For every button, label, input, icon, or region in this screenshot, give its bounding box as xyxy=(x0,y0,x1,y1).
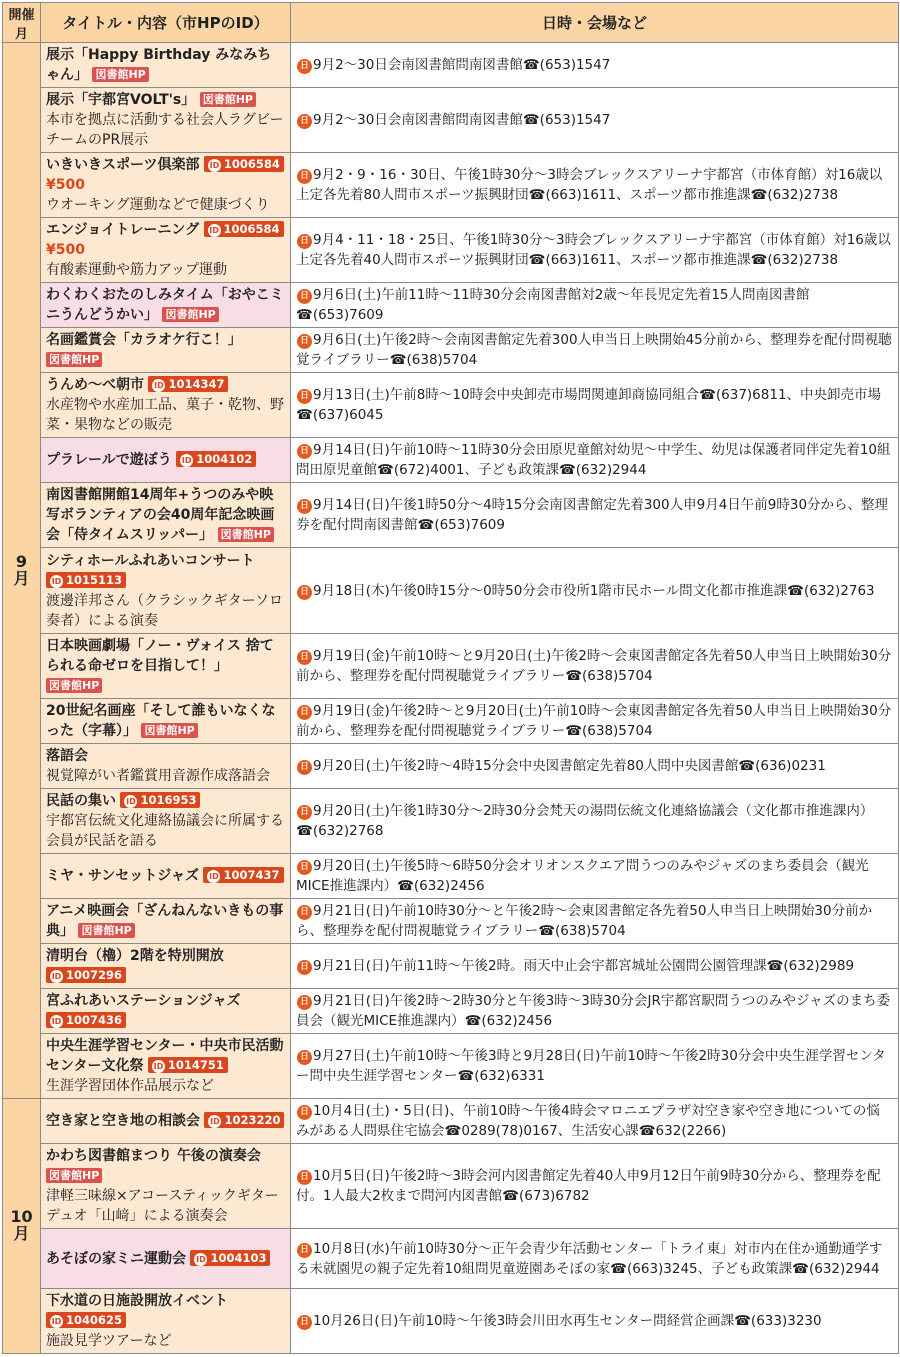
event-detail: 9月18日(木)午後0時15分～0時50分会市役所1階市民ホール問文化都市推進課☎(632)2763 xyxy=(313,582,875,599)
table-row xyxy=(3,1034,899,1099)
date-marker-icon: 日 xyxy=(297,650,312,665)
date-marker-icon: 日 xyxy=(297,59,312,74)
id-icon: ID xyxy=(51,576,62,586)
date-marker-icon: 日 xyxy=(297,905,312,920)
city-hp-id-badge[interactable] xyxy=(120,792,200,808)
event-detail: 9月2～30日会南図書館問南図書館☎(653)1547 xyxy=(313,112,611,128)
table-row xyxy=(3,483,899,548)
event-description: 本市を拠点に活動する社会人ラグビーチームのPR展示 xyxy=(46,112,284,148)
title-column-header: タイトル・内容（市HPのID） xyxy=(41,3,291,43)
event-detail: 9月20日(土)午後2時～4時15分会中央図書館定先着80人問中央図書館☎(636)0231 xyxy=(313,758,826,774)
event-detail-cell xyxy=(291,1034,899,1099)
city-hp-id: 1007437 xyxy=(223,868,280,882)
table-row xyxy=(3,283,899,328)
event-title-cell xyxy=(41,43,291,88)
event-detail: 9月19日(金)午後2時～と9月20日(土)午前10時～会東図書館定各先着50人申当日上映開始30分前から、整理券を配付問視聴覚ライブラリー☎(638)5704 xyxy=(296,703,892,739)
id-icon: ID xyxy=(126,797,136,806)
event-title-cell xyxy=(41,153,291,218)
event-title: 南図書館開館14周年+うつのみや映写ボランティアの会40周年記念映画会「侍タイムスリッパー」 xyxy=(46,487,275,543)
library-hp-badge[interactable]: 図書館HP xyxy=(141,723,197,738)
event-rows xyxy=(3,43,899,1354)
fee-amount: ¥500 xyxy=(46,242,85,258)
event-title: あそぼの家ミニ運動会 xyxy=(46,1250,186,1267)
event-title-cell xyxy=(41,1144,291,1229)
event-description: 水産物や水産加工品、菓子・乾物、野菜・果物などの販売 xyxy=(46,397,284,433)
event-title-cell xyxy=(41,328,291,373)
id-icon: ID xyxy=(51,972,62,981)
event-description: 視覚障がい者鑑賞用音源作成落語会 xyxy=(46,768,270,784)
event-detail: 9月6日(土)午前11時～11時30分会南図書館対2歳～年長児定先着15人問南図書館☎(653)7609 xyxy=(296,287,810,323)
date-marker-icon: 日 xyxy=(297,995,312,1010)
event-detail: 9月20日(土)午後1時30分～2時30分会梵天の湯問伝統文化連絡協議会（文化都市推進課内）☎(632)2768 xyxy=(296,803,874,839)
city-hp-id-badge[interactable] xyxy=(148,1057,228,1073)
id-icon: ID xyxy=(51,1017,62,1026)
library-hp-badge[interactable]: 図書館HP xyxy=(162,307,218,322)
event-title-cell xyxy=(41,899,291,944)
event-description: 有酸素運動や筋力アップ運動 xyxy=(46,262,228,278)
event-title-cell xyxy=(41,88,291,153)
table-row xyxy=(3,854,899,899)
event-title-cell xyxy=(41,283,291,328)
event-detail: 10月8日(水)午前10時30分～正午会青少年活動センター「トライ東」対市内在住か通勤通学する未就園児の親子定先着10組問児童遊園あそぼの家☎(663)3245、子ども政策課☎(632)2944 xyxy=(296,1240,883,1277)
event-detail-cell xyxy=(291,1099,899,1144)
id-icon: ID xyxy=(181,456,192,465)
date-marker-icon: 日 xyxy=(297,234,312,249)
table-row xyxy=(3,43,899,88)
event-title: 20世紀名画座「そして誰もいなくなった（字幕）」 xyxy=(46,703,276,739)
library-hp-badge[interactable]: 図書館HP xyxy=(218,527,274,542)
event-title: アニメ映画会「ざんねんないきもの事典」 xyxy=(46,903,284,939)
event-title-cell xyxy=(41,1034,291,1099)
event-detail: 9月6日(土)午後2時～会南図書館定先着300人申当日上映開始45分前から、整理券を配付問視聴覚ライブラリー☎(638)5704 xyxy=(296,332,892,368)
city-hp-id-badge[interactable] xyxy=(46,1012,126,1028)
table-row xyxy=(3,373,899,438)
event-detail: 9月27日(土)午前10時～午後3時と9月28日(日)午前10時～午後2時30分会中央生涯学習センター問中央生涯学習センター☎(632)6331 xyxy=(296,1048,886,1084)
table-row xyxy=(3,1289,899,1354)
date-marker-icon: 日 xyxy=(297,289,312,304)
city-hp-id-badge[interactable] xyxy=(46,1312,126,1328)
month-label xyxy=(3,43,41,1099)
event-title-cell xyxy=(41,854,291,899)
library-hp-badge[interactable]: 図書館HP xyxy=(46,1168,102,1183)
event-title: 空き家と空き地の相談会 xyxy=(46,1113,200,1129)
library-hp-badge[interactable]: 図書館HP xyxy=(200,92,256,107)
event-detail: 10月5日(日)午後2時～3時会河内図書館定先着40人申9月12日午前9時30分から、整理券を配付。1人最大2枚まで問河内図書館☎(673)6782 xyxy=(296,1168,881,1204)
event-detail-cell xyxy=(291,153,899,218)
event-detail-cell xyxy=(291,944,899,989)
date-marker-icon: 日 xyxy=(297,585,312,600)
event-detail: 9月14日(日)午後1時50分～4時15分会南図書館定先着300人申9月4日午前9時30分から、整理券を配付問南図書館☎(653)7609 xyxy=(296,497,889,533)
month-glyph: 10 xyxy=(10,1207,33,1227)
month-glyph: 月 xyxy=(13,1224,30,1243)
event-title-cell xyxy=(41,218,291,283)
event-title: わくわくおたのしみタイム「おやこミニうんどうかい」 xyxy=(46,287,284,323)
date-marker-icon: 日 xyxy=(297,334,312,349)
event-detail: 9月14日(日)午前10時～11時30分会田原児童館対幼児～中学生、幼児は保護者同伴定先着10組問田原児童館☎(672)4001、子ども政策課☎(632)2944 xyxy=(296,442,891,478)
event-detail-cell xyxy=(291,854,899,899)
event-detail: 10月4日(土)・5日(日)、午前10時～午後4時会マロニエプラザ対空き家や空き地についての悩みがある人問県住宅協会☎0289(78)0167、生活安心課☎632(2266) xyxy=(296,1103,880,1139)
event-title: 清明台（櫓）2階を特別開放 xyxy=(46,948,224,964)
table-row xyxy=(3,989,899,1034)
event-title-cell xyxy=(41,1099,291,1144)
event-title: 宮ふれあいステーションジャズ xyxy=(46,993,241,1009)
table-row xyxy=(3,744,899,789)
date-marker-icon: 日 xyxy=(297,960,312,975)
event-detail: 9月19日(金)午前10時～と9月20日(土)午後2時～会東図書館定各先着50人申当日上映開始30分前から、整理券を配付問視聴覚ライブラリー☎(638)5704 xyxy=(296,648,892,684)
month-text xyxy=(9,551,34,588)
date-marker-icon: 日 xyxy=(297,169,312,184)
city-hp-id: 1015113 xyxy=(66,572,123,587)
date-marker-icon: 日 xyxy=(297,1050,312,1065)
month-glyph: 9 xyxy=(15,551,28,571)
id-icon: ID xyxy=(209,872,219,881)
table-row xyxy=(3,1144,899,1229)
event-detail-cell xyxy=(291,483,899,548)
city-hp-id: 1040625 xyxy=(66,1313,123,1327)
event-title: 落語会 xyxy=(46,748,88,764)
date-marker-icon: 日 xyxy=(297,705,312,720)
event-detail-cell xyxy=(291,43,899,88)
fee-amount: ¥500 xyxy=(46,177,85,193)
event-title-cell xyxy=(41,483,291,548)
city-hp-id: 1007296 xyxy=(66,968,123,982)
table-row xyxy=(3,789,899,854)
event-title-cell xyxy=(41,438,291,483)
event-title: 展示「Happy Birthday みなみちゃん」 xyxy=(46,47,272,83)
event-title-cell xyxy=(41,1229,291,1289)
city-hp-id: 1004103 xyxy=(210,1250,267,1265)
city-hp-id: 1023220 xyxy=(224,1113,281,1127)
city-hp-id-badge[interactable] xyxy=(176,451,256,467)
city-hp-id: 1006584 xyxy=(223,157,280,171)
date-marker-icon: 日 xyxy=(297,1170,312,1185)
event-detail: 9月4・11・18・25日、午後1時30分～3時会ブレックスアリーナ宇都宮（市体育館）対16歳以上定各先着40人問市スポーツ振興財団☎(663)1611、スポーツ都市推進課☎(632)2738 xyxy=(296,232,891,268)
city-hp-id-badge[interactable] xyxy=(204,1112,284,1128)
event-detail-cell xyxy=(291,899,899,944)
event-detail: 9月21日(日)午前11時～午後2時。雨天中止会宇都宮城址公園問公園管理課☎(632)2989 xyxy=(313,958,855,974)
event-detail: 9月21日(日)午後2時～2時30分と午後3時～3時30分会JR宇都宮駅問うつのみやジャズのまち委員会（観光MICE推進課内）☎(632)2456 xyxy=(296,993,891,1029)
event-title-cell xyxy=(41,789,291,854)
id-icon: ID xyxy=(196,1254,206,1264)
id-icon: ID xyxy=(154,381,164,390)
event-title: エンジョイトレーニング xyxy=(46,222,200,238)
table-row xyxy=(3,1099,899,1144)
date-marker-icon: 日 xyxy=(297,389,312,404)
city-hp-id-badge[interactable] xyxy=(190,1250,270,1266)
event-detail-cell xyxy=(291,438,899,483)
event-description: 生涯学習団体作品展示など xyxy=(46,1078,214,1094)
event-detail: 9月20日(土)午後5時～6時50分会オリオンスクエア問うつのみやジャズのまち委員会（観光MICE推進課内）☎(632)2456 xyxy=(296,858,869,894)
table-row xyxy=(3,153,899,218)
city-hp-id-badge[interactable] xyxy=(148,376,228,392)
event-title-cell xyxy=(41,944,291,989)
event-title: 展示「宇都宮VOLT's」 xyxy=(46,92,196,108)
event-title: かわち図書館まつり 午後の演奏会 xyxy=(46,1148,261,1164)
event-detail: 9月2・9・16・30日、午後1時30分～3時会ブレックスアリーナ宇都宮（市体育館）対16歳以上定各先着80人問市スポーツ振興財団☎(663)1611、スポーツ都市推進課☎(632)2738 xyxy=(296,167,883,203)
event-detail-cell xyxy=(291,218,899,283)
event-detail: 10月26日(日)午前10時～午後3時会川田水再生センター問経営企画課☎(633)3230 xyxy=(313,1313,822,1329)
event-detail: 9月21日(日)午前10時30分～と午後2時～会東図書館定各先着50人申当日上映開始30分前から、整理券を配付問視聴覚ライブラリー☎(638)5704 xyxy=(296,903,873,939)
date-marker-icon: 日 xyxy=(297,1315,312,1330)
event-title-cell xyxy=(41,1289,291,1354)
detail-column-header: 日時・会場など xyxy=(291,3,899,43)
date-marker-icon: 日 xyxy=(297,499,312,514)
city-hp-id: 1007436 xyxy=(66,1013,123,1027)
id-icon: ID xyxy=(153,1062,164,1071)
city-hp-id-badge[interactable] xyxy=(204,156,284,172)
event-title: ミヤ・サンセットジャズ xyxy=(46,868,200,884)
event-description: 津軽三味線×アコースティックギターデュオ「山﨑」による演奏会 xyxy=(46,1188,279,1224)
library-hp-badge[interactable]: 図書館HP xyxy=(78,923,134,938)
table-row xyxy=(3,328,899,373)
month-label xyxy=(3,1099,41,1354)
city-hp-id: 1014347 xyxy=(168,377,225,391)
table-row xyxy=(3,944,899,989)
event-table xyxy=(2,2,899,1354)
event-detail-cell xyxy=(291,283,899,328)
library-hp-badge[interactable]: 図書館HP xyxy=(46,352,102,367)
date-marker-icon: 日 xyxy=(297,444,312,459)
event-detail-cell xyxy=(291,744,899,789)
city-hp-id-badge[interactable] xyxy=(46,967,126,983)
city-hp-id-badge[interactable] xyxy=(204,221,284,237)
event-detail-cell xyxy=(291,1229,899,1289)
city-hp-id: 1014751 xyxy=(167,1058,224,1072)
table-row xyxy=(3,899,899,944)
city-hp-id: 1006584 xyxy=(223,222,280,236)
table-row xyxy=(3,218,899,283)
table-row xyxy=(3,699,899,744)
library-hp-badge[interactable]: 図書館HP xyxy=(46,678,102,693)
event-title: 名画鑑賞会「カラオケ行こ！」 xyxy=(46,332,242,348)
event-description: 宇都宮伝統文化連絡協議会に所属する会員が民話を語る xyxy=(46,813,284,849)
event-detail-cell xyxy=(291,789,899,854)
event-title: 民話の集い xyxy=(46,793,116,809)
event-title: プラレールで遊ぼう xyxy=(46,452,172,468)
event-detail-cell xyxy=(291,1289,899,1354)
event-detail: 9月2～30日会南図書館問南図書館☎(653)1547 xyxy=(313,57,611,73)
table-row xyxy=(3,1229,899,1289)
event-title: 日本映画劇場「ノー・ヴォイス 捨てられる命ゼロを目指して！」 xyxy=(46,638,274,674)
id-icon: ID xyxy=(210,1117,220,1126)
library-hp-badge[interactable]: 図書館HP xyxy=(92,67,148,82)
city-hp-id-badge[interactable] xyxy=(203,867,283,883)
date-marker-icon: 日 xyxy=(297,1243,312,1258)
month-column-header: 開催月 xyxy=(3,3,41,43)
event-title: いきいきスポーツ倶楽部 xyxy=(46,157,200,173)
date-marker-icon: 日 xyxy=(297,1105,312,1120)
event-description: 渡邊洋邦さん（クラシックギターソロ奏者）による演奏 xyxy=(46,592,284,629)
event-detail-cell xyxy=(291,1144,899,1229)
id-icon: ID xyxy=(209,161,220,170)
event-title-cell xyxy=(41,989,291,1034)
event-detail-cell xyxy=(291,88,899,153)
event-detail-cell xyxy=(291,699,899,744)
date-marker-icon: 日 xyxy=(297,114,312,129)
id-icon: ID xyxy=(209,226,219,235)
event-title-cell xyxy=(41,744,291,789)
event-description: 施設見学ツアーなど xyxy=(46,1333,172,1349)
event-title-cell xyxy=(41,373,291,438)
month-glyph: 月 xyxy=(13,568,30,588)
city-hp-id: 1016953 xyxy=(140,793,197,807)
event-detail-cell xyxy=(291,634,899,699)
table-header-row xyxy=(3,3,899,43)
event-detail: 9月13日(土)午前8時～10時会中央卸売市場問関連卸商協同組合☎(637)6811、中央卸売市場☎(637)6045 xyxy=(296,387,882,423)
table-row xyxy=(3,634,899,699)
date-marker-icon: 日 xyxy=(297,760,312,775)
event-title: シティホールふれあいコンサート xyxy=(46,552,255,569)
event-title: うんめ～べ朝市 xyxy=(46,377,144,393)
month-text xyxy=(9,1209,34,1243)
event-detail-cell xyxy=(291,373,899,438)
date-marker-icon: 日 xyxy=(297,805,312,820)
event-detail-cell xyxy=(291,989,899,1034)
event-detail-cell xyxy=(291,548,899,634)
event-title-cell xyxy=(41,634,291,699)
table-row xyxy=(3,548,899,634)
event-detail-cell xyxy=(291,328,899,373)
date-marker-icon: 日 xyxy=(297,860,312,875)
city-hp-id-badge[interactable] xyxy=(46,572,126,588)
event-description: ウオーキング運動などで健康づくり xyxy=(46,197,270,213)
event-title-cell xyxy=(41,548,291,634)
city-hp-id: 1004102 xyxy=(196,452,253,466)
id-icon: ID xyxy=(51,1317,62,1326)
event-title: 中央生涯学習センター・中央市民活動センター文化祭 xyxy=(46,1038,284,1074)
event-title-cell xyxy=(41,699,291,744)
table-row xyxy=(3,438,899,483)
table-row xyxy=(3,88,899,153)
event-title: 下水道の日施設開放イベント xyxy=(46,1293,228,1309)
